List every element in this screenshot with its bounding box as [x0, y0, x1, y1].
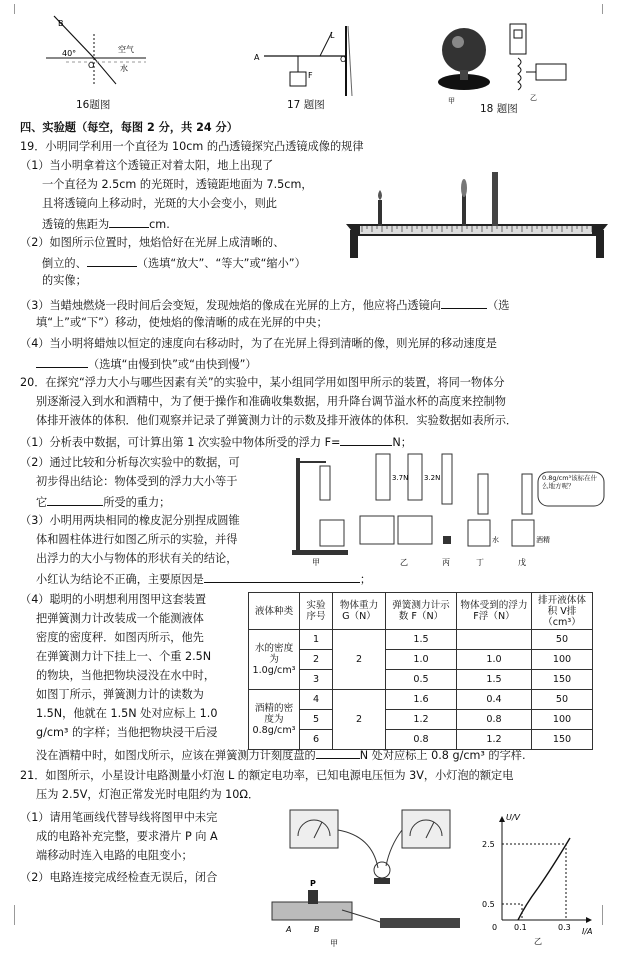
label-l: L — [330, 31, 335, 40]
table-row — [249, 670, 593, 690]
liquid-group-alcohol: 酒精的密度为 0.8g/cm³ — [249, 690, 300, 750]
fig-jia: 甲 — [312, 558, 320, 567]
terminal-a: A — [286, 925, 292, 934]
table-header: 液体种类 — [249, 593, 300, 630]
table-header: 实验序号 — [300, 593, 333, 630]
answer-blank-speed[interactable] — [36, 355, 88, 368]
table-cell: 100 — [532, 650, 593, 670]
q19-p3-end: （选 — [487, 299, 510, 312]
buoyancy-figure — [290, 450, 610, 570]
graph-y-label: U/V — [506, 813, 521, 822]
table-cell: 1.5 — [386, 630, 457, 650]
answer-blank-displaced[interactable] — [47, 493, 103, 506]
q19-p2-l2 — [42, 254, 306, 272]
table-cell: 1.2 — [386, 710, 457, 730]
fig18-yi: 乙 — [530, 94, 537, 102]
q21-stem-l1: 21．如图所示，小星设计电路测量小灯泡 L 的额定电功率，已知电源电压恒为 3V，小灯泡的额定电 — [20, 769, 514, 782]
table-row — [249, 630, 593, 650]
answer-blank-reason[interactable] — [204, 570, 360, 583]
q20-p2-end: 所受的重力； — [103, 496, 171, 509]
experiment-data-table — [248, 592, 593, 750]
table-cell: 5 — [300, 710, 333, 730]
table-cell: 0.8 — [386, 730, 457, 750]
speech-bubble: 0.8g/cm³该标在什么地方呢？ — [542, 474, 598, 490]
fig18-jia: 甲 — [448, 97, 455, 105]
label-b: B — [58, 19, 64, 28]
table-cell: 0.8 — [457, 710, 532, 730]
table-cell: 0.4 — [457, 690, 532, 710]
fig-bing: 丙 — [442, 558, 450, 567]
q21-p2-l1: （2）电路连接完成经检查无误后，闭合 — [20, 871, 218, 884]
q20-p4-end: N 处对应标上 0.8 g/cm³ 的字样. — [359, 749, 526, 762]
q20-p2-l1: （2）通过比较和分析每次实验中的数据，可 — [20, 456, 240, 469]
q19-p1-l1: （1）当小明拿着这个透镜正对着太阳，地上出现了 — [20, 159, 274, 172]
water-label: 水 — [492, 536, 499, 544]
alcohol-label: 酒精 — [536, 536, 550, 544]
table-row — [249, 730, 593, 750]
q20-p1-unit: N； — [392, 436, 412, 449]
q19-p3-text: （3）当蜡烛燃烧一段时间后会变短，发现烛焰的像成在光屏的上方，他应将凸透镜向 — [20, 299, 442, 312]
fig21-yi: 乙 — [534, 937, 542, 946]
table-cell: 6 — [300, 730, 333, 750]
q20-p3-l3: 出浮力的大小与物体的形状有关的结论， — [36, 552, 238, 565]
q19-p2-options: （选填“放大”、“等大”或“缩小”） — [136, 257, 306, 270]
q20-p2-l3 — [36, 493, 170, 511]
table-header: 弹簧测力计示数 F（N） — [386, 593, 457, 630]
reading-2: 3.2N — [424, 474, 441, 482]
label-o: O — [340, 55, 347, 64]
q19-p1-text: 透镜的焦距为 — [42, 218, 110, 231]
q19-stem: 19．小明同学利用一个直径为 10cm 的凸透镜探究凸透镜成像的规律 — [20, 140, 364, 153]
table-cell: 50 — [532, 630, 593, 650]
table-row — [249, 650, 593, 670]
table-row — [249, 690, 593, 710]
fig21-jia: 甲 — [330, 939, 338, 948]
q19-p2-l3: 的实像； — [42, 274, 87, 287]
q20-p4-l8: g/cm³ 的字样；当他把物块浸干后浸 — [36, 726, 218, 739]
table-cell: 150 — [532, 730, 593, 750]
q19-p1-unit: cm. — [149, 218, 170, 231]
table-cell: 0.5 — [386, 670, 457, 690]
table-row — [249, 710, 593, 730]
fig16-caption: 16题图 — [76, 99, 111, 111]
q20-p3-l2: 体和圆柱体进行如图乙所示的实验，并得 — [36, 533, 238, 546]
figure-16 — [36, 14, 156, 94]
ui-graph — [478, 808, 596, 948]
answer-blank-buoyancy[interactable] — [340, 433, 392, 446]
figure-17 — [250, 20, 360, 96]
q19-p3-l2: 填“上”或“下”）移动，使烛焰的像清晰的成在光屏的中央； — [36, 316, 328, 329]
liquid-group-water: 水的密度为 1.0g/cm³ — [249, 630, 300, 690]
q20-p4-l3: 密度的密度秤．如图丙所示，他先 — [36, 631, 204, 644]
crop-mark — [602, 905, 613, 925]
table-cell: 3 — [300, 670, 333, 690]
table-cell: 4 — [300, 690, 333, 710]
q20-p3-text: 小红认为结论不正确，主要原因是 — [36, 573, 204, 586]
graph-x-label: I/A — [582, 927, 593, 936]
answer-blank-direction[interactable] — [441, 296, 487, 309]
q20-p4-l4: 在弹簧测力计下挂上一、个重 2.5N — [36, 650, 212, 663]
terminal-b: B — [314, 925, 320, 934]
air-label: 空气 — [118, 45, 134, 54]
q20-p1-text: （1）分析表中数据，可计算出第 1 次实验中物体所受的浮力 F= — [20, 436, 341, 449]
fig-yi: 乙 — [400, 558, 408, 567]
table-header: 物体受到的浮力 F浮（N） — [457, 593, 532, 630]
graph-tick-x2: 0.3 — [558, 923, 571, 932]
table-cell: 1 — [300, 630, 333, 650]
q20-stem-l2: 别逐渐浸入到水和酒精中，为了便于操作和准确收集数据，用升降台调节溢水杯的高度来控制物 — [36, 395, 506, 408]
table-cell: 2 — [300, 650, 333, 670]
q20-p4-l6: 如图丁所示，弹簧测力计的读数为 — [36, 688, 204, 701]
graph-tick-y2: 0.5 — [482, 900, 495, 909]
q19-p4-options: （选填“由慢到快”或“由快到慢”） — [88, 358, 257, 371]
fig17-caption: 17 题图 — [287, 99, 325, 111]
fig-ding: 丁 — [476, 558, 484, 567]
q20-p4-l5: 的物块，当他把物块浸没在水中时， — [36, 669, 216, 682]
table-cell-weight: 2 — [333, 630, 386, 690]
table-header-row — [249, 593, 593, 630]
table-header: 物体重力 G（N） — [333, 593, 386, 630]
optical-bench-figure — [346, 170, 608, 262]
q21-p1-l1: （1）请用笔画线代替导线将图甲中未完 — [20, 811, 218, 824]
fig-wu: 戊 — [518, 558, 526, 567]
crop-mark — [4, 905, 15, 925]
answer-blank-image-size[interactable] — [87, 254, 137, 267]
fig18-caption: 18 题图 — [480, 103, 518, 115]
q20-stem-l3: 体排开液体的体积．他们观察并记录了弹簧测力计的示数及排开液体的体积．实验数据如表所示． — [36, 414, 518, 427]
table-cell: 1.2 — [457, 730, 532, 750]
q21-p1-l2: 成的电路补充完整，要求滑片 P 向 A — [36, 830, 218, 843]
table-cell: 1.5 — [457, 670, 532, 690]
q20-p2-l2: 初步得出结论：物体受到的浮力大小等于 — [36, 475, 238, 488]
q20-p4-l2: 把弹簧测力计改装成一个能测液体 — [36, 612, 204, 625]
table-cell-weight: 2 — [333, 690, 386, 750]
q19-p4-l1: （4）当小明将蜡烛以恒定的速度向右移动时，为了在光屏上得到清晰的像，则光屏的移动速度是 — [20, 337, 497, 350]
table-cell: 1.6 — [386, 690, 457, 710]
q20-p4-text: 没在酒精中时，如图戊所示，应该在弹簧测力计刻度盘的 — [36, 749, 316, 762]
graph-tick-x1: 0.1 — [514, 923, 527, 932]
water-label: 水 — [120, 64, 128, 73]
q20-p3-end: ； — [359, 573, 372, 586]
q19-p2-l1: （2）如图所示位置时，烛焰恰好在光屏上成清晰的、 — [20, 236, 285, 249]
answer-blank-focal[interactable] — [109, 215, 149, 228]
table-cell: 150 — [532, 670, 593, 690]
q20-p3-l1: （3）小明用两块相同的橡皮泥分别捏成圆锥 — [20, 514, 240, 527]
label-f: F — [308, 71, 313, 80]
circuit-figure[interactable] — [262, 806, 478, 952]
label-o: O — [88, 61, 95, 70]
slider-p: P — [310, 879, 316, 888]
q21-stem-l2: 压为 2.5V，灯泡正常发光时电阻约为 10Ω． — [36, 788, 260, 801]
section-heading: 四、实验题（每空，每图 2 分，共 24 分） — [20, 121, 238, 134]
q19-p4-l2 — [36, 355, 257, 373]
table-cell: 1.0 — [457, 650, 532, 670]
crop-mark — [602, 4, 613, 14]
table-cell: 100 — [532, 710, 593, 730]
q19-p1-l3: 且将透镜向上移动时，光斑的大小会变小，则此 — [42, 197, 277, 210]
table-cell: 50 — [532, 690, 593, 710]
q20-p4-l1: （4）聪明的小明想利用图甲这套装置 — [20, 593, 207, 606]
angle-label: 40° — [62, 49, 77, 58]
q19-p3-l1 — [20, 296, 509, 314]
graph-origin: 0 — [492, 923, 498, 932]
q20-p3-l4 — [36, 570, 371, 588]
crop-mark — [4, 4, 15, 14]
label-a: A — [254, 53, 260, 62]
q20-p2-text: 它 — [36, 496, 48, 509]
table-cell: 1.0 — [386, 650, 457, 670]
reading-1: 3.7N — [392, 474, 409, 482]
q20-p1 — [20, 433, 412, 451]
q19-p1-l4 — [42, 215, 170, 233]
table-cell — [457, 630, 532, 650]
q20-p4-l7: 1.5N，他就在 1.5N 处对应标上 1.0 — [36, 707, 218, 720]
q19-p2-text: 倒立的、 — [42, 257, 87, 270]
q19-p1-l2: 一个直径为 2.5cm 的光斑时，透镜距地面为 7.5cm， — [42, 178, 313, 191]
figure-18 — [422, 10, 602, 106]
q21-p1-l3: 端移动时连入电路的电阻变小； — [36, 849, 193, 862]
table-header: 排开液体体积 V排（cm³） — [532, 593, 593, 630]
q20-stem-l1: 20．在探究“浮力大小与哪些因素有关”的实验中，某小组同学用如图甲所示的装置，将同一物体分 — [20, 376, 505, 389]
graph-tick-y1: 2.5 — [482, 840, 495, 849]
